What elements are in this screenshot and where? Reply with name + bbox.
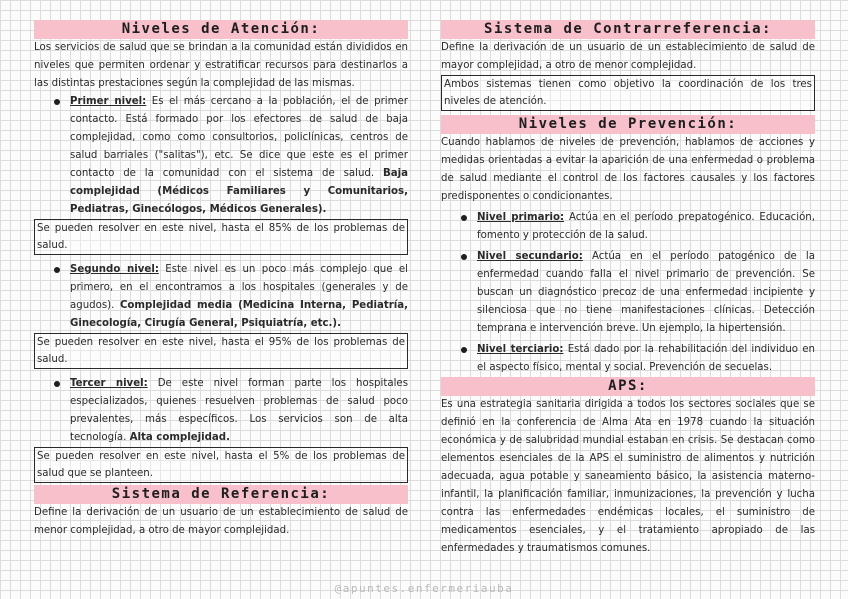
niveles-atencion-list-2 bbox=[34, 261, 408, 333]
list-item-nivel-primario bbox=[441, 209, 815, 245]
aps-title: APS: bbox=[441, 377, 815, 396]
nivel-terciario-desc: Está dado por la rehabilitación del individuo en el aspecto físico, mental y social. Prevención de secuelas. bbox=[477, 344, 815, 373]
bullet-icon bbox=[54, 381, 60, 387]
contrarreferencia-text: Define la derivación de un usuario de un establecimiento de salud de mayor complejidad, a otro de menor complejidad. bbox=[441, 42, 815, 71]
bullet-icon bbox=[54, 267, 60, 273]
list-item-tercer-nivel bbox=[34, 375, 408, 447]
nivel-primario-text bbox=[477, 209, 815, 245]
primer-nivel-text bbox=[70, 93, 408, 219]
segundo-nivel-complejidad: Complejidad media (Medicina Interna, Pediatría, Ginecología, Cirugía General, Psiquiatría, etc.). bbox=[70, 300, 408, 329]
primer-nivel-complejidad: Baja complejidad (Médicos Familiares y Comunitarios, Pediatras, Ginecólogos, Médicos Generales). bbox=[70, 168, 408, 215]
segundo-nivel-desc: Este nivel es un poco más complejo que el primero, en el encontramos a los hospitales (generales y de agudos). bbox=[70, 264, 408, 311]
contrarreferencia-note: Ambos sistemas tienen como objetivo la coordinación de los tres niveles de atención. bbox=[441, 75, 815, 111]
nivel-terciario-term: Nivel terciario: bbox=[477, 344, 564, 355]
contrarreferencia-title: Sistema de Contrarreferencia: bbox=[441, 20, 815, 39]
aps-text: Es una estrategia sanitaria dirigida a todos los sectores sociales que se definió en la conferencia de Alma Ata en 1978 cuando la situación económica y de salubridad mundial estaban en crisis. Se destacan como elementos esenciales de la APS el suministro de alimentos y nutrición adecuada, agua potable y saneamiento básico, la asistencia materno-infantil, la planificación familiar, inmunizaciones, la prevención y lucha contra las enfermedades endémicas locales, el suministro de medicamentos esenciales, y el tratamiento apropiado de las enfermedades y traumatismos comunes. bbox=[441, 399, 815, 554]
nivel-primario-term: Nivel primario: bbox=[477, 212, 565, 223]
bullet-icon bbox=[461, 254, 467, 260]
segundo-nivel-text bbox=[70, 261, 408, 333]
list-item-nivel-secundario bbox=[441, 248, 815, 338]
nivel-terciario-text bbox=[477, 341, 815, 377]
niveles-atencion-list bbox=[34, 93, 408, 219]
tercer-nivel-note: Se pueden resolver en este nivel, hasta el 5% de los problemas de salud que se planteen. bbox=[34, 447, 408, 483]
list-item-segundo-nivel bbox=[34, 261, 408, 333]
bullet-icon bbox=[461, 215, 467, 221]
niveles-prevencion-intro: Cuando hablamos de niveles de prevención, hablamos de acciones y medidas orientadas a evitar la aparición de una enfermedad o problema de salud mediante el control de los factores causales y los factores predisponentes o condicionantes. bbox=[441, 137, 815, 202]
tercer-nivel-text bbox=[70, 375, 408, 447]
tercer-nivel-term: Tercer nivel: bbox=[70, 378, 148, 389]
niveles-atencion-list-3 bbox=[34, 375, 408, 447]
right-column bbox=[441, 20, 815, 558]
primer-nivel-desc: Es el más cercano a la población, el de primer contacto. Está formado por los efectores de salud de baja complejidad, como como consultorios, policlínicas, centros de salud barriales ("salitas"), etc. Se dice que este es el primer contacto de la comunidad con el sistema de salud. bbox=[70, 96, 408, 179]
nivel-secundario-desc: Actúa en el período patogénico de la enfermedad cuando falla el nivel primario de prevención. Se buscan un diagnóstico precoz de una enfermedad incipiente y silenciosa que no tiene manifestaciones clínicas. Detección temprana e intervención breve. Un ejemplo, la hipertensión. bbox=[477, 251, 815, 334]
niveles-prevencion-title: Niveles de Prevención: bbox=[441, 115, 815, 134]
niveles-prevencion-list bbox=[441, 209, 815, 377]
tercer-nivel-desc: De este nivel forman parte los hospitales especializados, quienes resuelven problemas de salud poco prevalentes, más específicos. Los servicios son de alta tecnología. bbox=[70, 378, 408, 443]
nivel-secundario-text bbox=[477, 248, 815, 338]
bullet-icon bbox=[54, 99, 60, 105]
tercer-nivel-complejidad: Alta complejidad. bbox=[129, 432, 230, 443]
niveles-atencion-intro: Los servicios de salud que se brindan a la comunidad están divididos en niveles que permiten ordenar y estratificar recursos para destinarlos a las distintas prestaciones según la complejidad de las mismas. bbox=[34, 42, 408, 89]
list-item-nivel-terciario bbox=[441, 341, 815, 377]
niveles-atencion-title: Niveles de Atención: bbox=[34, 20, 408, 39]
sistema-referencia-text: Define la derivación de un usuario de un establecimiento de salud de menor complejidad, a otro de mayor complejidad. bbox=[34, 507, 408, 536]
segundo-nivel-note: Se pueden resolver en este nivel, hasta el 95% de los problemas de salud. bbox=[34, 333, 408, 369]
nivel-secundario-term: Nivel secundario: bbox=[477, 251, 583, 262]
sistema-referencia-title: Sistema de Referencia: bbox=[34, 485, 408, 504]
left-column bbox=[34, 20, 408, 540]
primer-nivel-term: Primer nivel: bbox=[70, 96, 147, 107]
watermark: @apuntes.enfermeriauba bbox=[334, 582, 514, 595]
bullet-icon bbox=[461, 347, 467, 353]
segundo-nivel-term: Segundo nivel: bbox=[70, 264, 159, 275]
nivel-primario-desc: Actúa en el período prepatogénico. Educación, fomento y protección de la salud. bbox=[477, 212, 815, 241]
primer-nivel-note: Se pueden resolver en este nivel, hasta el 85% de los problemas de salud. bbox=[34, 219, 408, 255]
list-item-primer-nivel bbox=[34, 93, 408, 219]
